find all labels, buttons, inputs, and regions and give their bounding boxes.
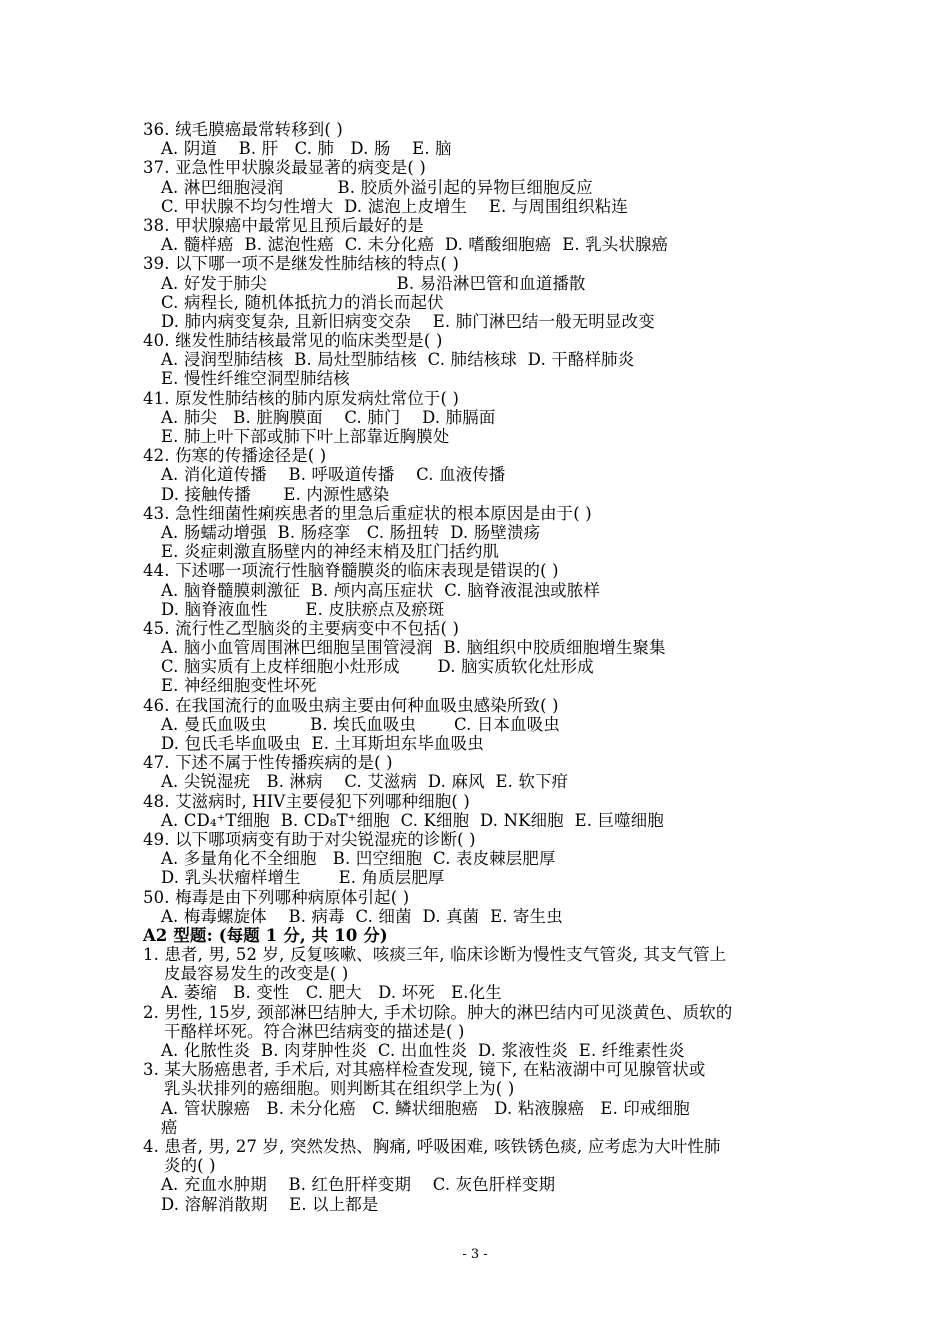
question-line: A. 脑脊髓膜刺激征 B. 颅内高压症状 C. 脑脊液混浊或脓样 xyxy=(161,580,600,600)
question-line: D. 脑脊液血性 E. 皮肤瘀点及瘀斑 xyxy=(161,599,445,619)
question-stem: 47. 下述不属于性传播疾病的是( ) xyxy=(143,753,393,773)
question-line: A. CD₄⁺T细胞 B. CD₈T⁺细胞 C. K细胞 D. NK细胞 E. 巨噬细胞 xyxy=(161,810,664,830)
question-line: A. 阴道 B. 肝 C. 肺 D. 肠 E. 脑 xyxy=(161,139,452,159)
question-line: 炎的( ) xyxy=(164,1156,216,1176)
question-stem: 40. 继发性肺结核最常见的临床类型是( ) xyxy=(143,331,443,351)
question-line: A. 淋巴细胞浸润 B. 胶质外溢引起的异物巨细胞反应 xyxy=(161,177,593,197)
question-line: 癌 xyxy=(161,1117,178,1137)
question-line: C. 甲状腺不均匀性增大 D. 滤泡上皮增生 E. 与周围组织粘连 xyxy=(161,196,628,216)
question-stem: 48. 艾滋病时, HIV主要侵犯下列哪种细胞( ) xyxy=(143,791,470,811)
question-stem: 45. 流行性乙型脑炎的主要病变中不包括( ) xyxy=(143,618,460,638)
question-stem: 42. 伤寒的传播途径是( ) xyxy=(143,446,327,466)
question-stem: 38. 甲状腺癌中最常见且预后最好的是 xyxy=(143,215,424,235)
question-stem: 41. 原发性肺结核的肺内原发病灶常位于( ) xyxy=(143,388,460,408)
question-line: A. 曼氏血吸虫 B. 埃氏血吸虫 C. 日本血吸虫 xyxy=(161,714,560,734)
question-stem: 44. 下述哪一项流行性脑脊髓膜炎的临床表现是错误的( ) xyxy=(143,561,559,581)
question-stem: 4. 患者, 男, 27 岁, 突然发热、胸痛, 呼吸困难, 咳铁锈色痰, 应考虑为大叶性肺 xyxy=(143,1136,721,1156)
question-line: 皮最容易发生的改变是( ) xyxy=(164,964,349,984)
question-line: A. 尖锐湿疣 B. 淋病 C. 艾滋病 D. 麻风 E. 软下疳 xyxy=(161,772,569,792)
question-line: D. 接触传播 E. 内源性感染 xyxy=(161,484,390,504)
question-line: A. 化脓性炎 B. 肉芽肿性炎 C. 出血性炎 D. 浆液性炎 E. 纤维素性炎 xyxy=(161,1041,685,1060)
question-line: A. 好发于肺尖 B. 易沿淋巴管和血道播散 xyxy=(161,273,586,293)
question-line: A. 萎缩 B. 变性 C. 肥大 D. 坏死 E.化生 xyxy=(161,983,502,1003)
question-line: D. 包氏毛毕血吸虫 E. 土耳斯坦东毕血吸虫 xyxy=(161,734,484,753)
question-line: C. 病程长, 随机体抵抗力的消长而起伏 xyxy=(161,292,444,312)
section-heading: A2 型题: (每题 1 分, 共 10 分) xyxy=(143,925,388,945)
question-line: E. 肺上叶下部或肺下叶上部靠近胸膜处 xyxy=(161,427,450,446)
question-stem: 46. 在我国流行的血吸虫病主要由何种血吸虫感染所致( ) xyxy=(143,695,559,715)
question-stem: 37. 亚急性甲状腺炎最显著的病变是( ) xyxy=(143,158,426,178)
question-line: A. 髓样癌 B. 滤泡性癌 C. 未分化癌 D. 嗜酸细胞癌 E. 乳头状腺癌 xyxy=(161,235,669,255)
question-stem: 49. 以下哪项病变有助于对尖锐湿疣的诊断( ) xyxy=(143,829,476,849)
question-line: E. 神经细胞变性坏死 xyxy=(161,676,317,696)
question-line: D. 肺内病变复杂, 且新旧病变交杂 E. 肺门淋巴结一般无明显改变 xyxy=(161,311,655,331)
question-line: A. 脑小血管周围淋巴细胞呈围管浸润 B. 脑组织中胶质细胞增生聚集 xyxy=(161,638,666,658)
question-line: 乳头状排列的癌细胞。则判断其在组织学上为( ) xyxy=(164,1079,515,1099)
question-line: E. 慢性纤维空洞型肺结核 xyxy=(161,369,350,389)
question-line: A. 梅毒螺旋体 B. 病毒 C. 细菌 D. 真菌 E. 寄生虫 xyxy=(161,906,563,926)
question-line: A. 多量角化不全细胞 B. 凹空细胞 C. 表皮棘层肥厚 xyxy=(161,849,556,869)
question-line: 干酪样坏死。符合淋巴结病变的描述是( ) xyxy=(164,1021,465,1041)
question-stem: 3. 某大肠癌患者, 手术后, 对其癌样检查发现, 镜下, 在粘液湖中可见腺管状或 xyxy=(143,1060,706,1080)
question-stem: 36. 绒毛膜癌最常转移到( ) xyxy=(143,120,343,139)
question-line: A. 浸润型肺结核 B. 局灶型肺结核 C. 肺结核球 D. 干酪样肺炎 xyxy=(161,350,635,370)
question-stem: 2. 男性, 15岁, 颈部淋巴结肿大, 手术切除。肿大的淋巴结内可见淡黄色、质软的 xyxy=(143,1002,733,1022)
question-line: A. 管状腺癌 B. 未分化癌 C. 鳞状细胞癌 D. 粘液腺癌 E. 印戒细胞 xyxy=(161,1098,690,1118)
question-stem: 1. 患者, 男, 52 岁, 反复咳嗽、咳痰三年, 临床诊断为慢性支气管炎, 其支气管上 xyxy=(143,945,727,965)
question-line: A. 肺尖 B. 脏胸膜面 C. 肺门 D. 肺膈面 xyxy=(161,407,496,427)
question-list xyxy=(143,120,813,1214)
question-line: D. 乳头状瘤样增生 E. 角质层肥厚 xyxy=(161,868,445,888)
question-line: A. 消化道传播 B. 呼吸道传播 C. 血液传播 xyxy=(161,465,506,485)
question-stem: 43. 急性细菌性痢疾患者的里急后重症状的根本原因是由于( ) xyxy=(143,503,592,523)
question-stem: 50. 梅毒是由下列哪种病原体引起( ) xyxy=(143,887,410,907)
question-line: C. 脑实质有上皮样细胞小灶形成 D. 脑实质软化灶形成 xyxy=(161,657,594,677)
page-number: - 3 - xyxy=(462,1247,488,1262)
question-line: E. 炎症刺激直肠壁内的神经末梢及肛门括约肌 xyxy=(161,542,500,562)
question-line: A. 充血水肿期 B. 红色肝样变期 C. 灰色肝样变期 xyxy=(161,1175,556,1195)
question-stem: 39. 以下哪一项不是继发性肺结核的特点( ) xyxy=(143,254,460,274)
question-line: D. 溶解消散期 E. 以上都是 xyxy=(161,1194,379,1214)
question-line: A. 肠蠕动增强 B. 肠痉挛 C. 肠扭转 D. 肠壁溃疡 xyxy=(161,522,541,542)
